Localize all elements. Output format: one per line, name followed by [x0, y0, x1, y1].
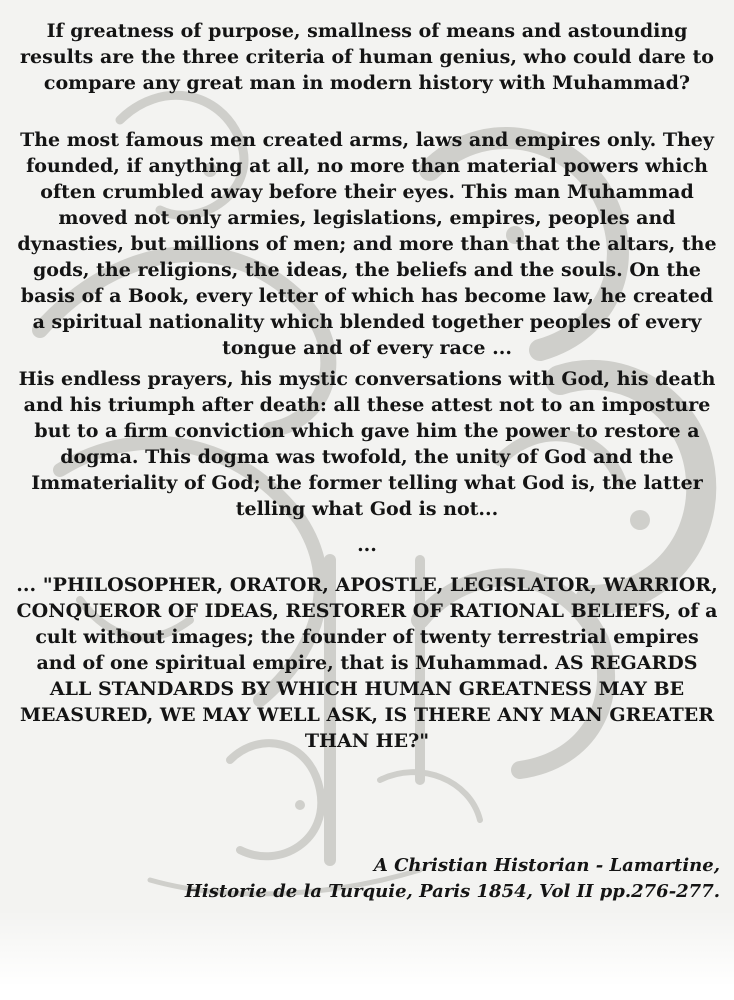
attribution [14, 853, 720, 905]
attribution-author: A Christian Historian - Lamartine, [373, 855, 720, 876]
attribution-source: Historie de la Turquie, Paris 1854, Vol II pp.276-277. [184, 881, 720, 902]
prayers-paragraph: His endless prayers, his mystic conversations with God, his death and his triumph after death: all these attest not to an imposture but to a firm conviction which gave him the power to restore a dogma. This dogma was twofold, the unity of God and the Immateriality of God; the former telling what God is, the latter telling what God is not... [18, 368, 716, 520]
bottom-fade [0, 910, 734, 1000]
ellipsis-separator: ... [357, 534, 377, 556]
main-quote-paragraph: ... "PHILOSOPHER, ORATOR, APOSTLE, LEGISLATOR, WARRIOR, CONQUEROR OF IDEAS, RESTORER OF RATIONAL BELIEFS, of a cult without images; the founder of twenty terrestrial empires and of one spiritual empire, that is Muhammad. AS REGARDS ALL STANDARDS BY WHICH HUMAN GREATNESS MAY BE MEASURED, WE MAY WELL ASK, IS THERE ANY MAN GREATER THAN HE?" [16, 574, 718, 752]
intro-paragraph: If greatness of purpose, smallness of means and astounding results are the three criteria of human genius, who could dare to compare any great man in modern history with Muhammad? [20, 20, 714, 94]
famous-men-paragraph: The most famous men created arms, laws and empires only. They founded, if anything at all, no more than material powers which often crumbled away before their eyes. This man Muhammad moved not only armies, legislations, empires, peoples and dynasties, but millions of men; and more than that the altars, the gods, the religions, the ideas, the beliefs and the souls. On the basis of a Book, every letter of which has become law, he created a spiritual nationality which blended together peoples of every tongue and of every race ... [17, 129, 717, 359]
